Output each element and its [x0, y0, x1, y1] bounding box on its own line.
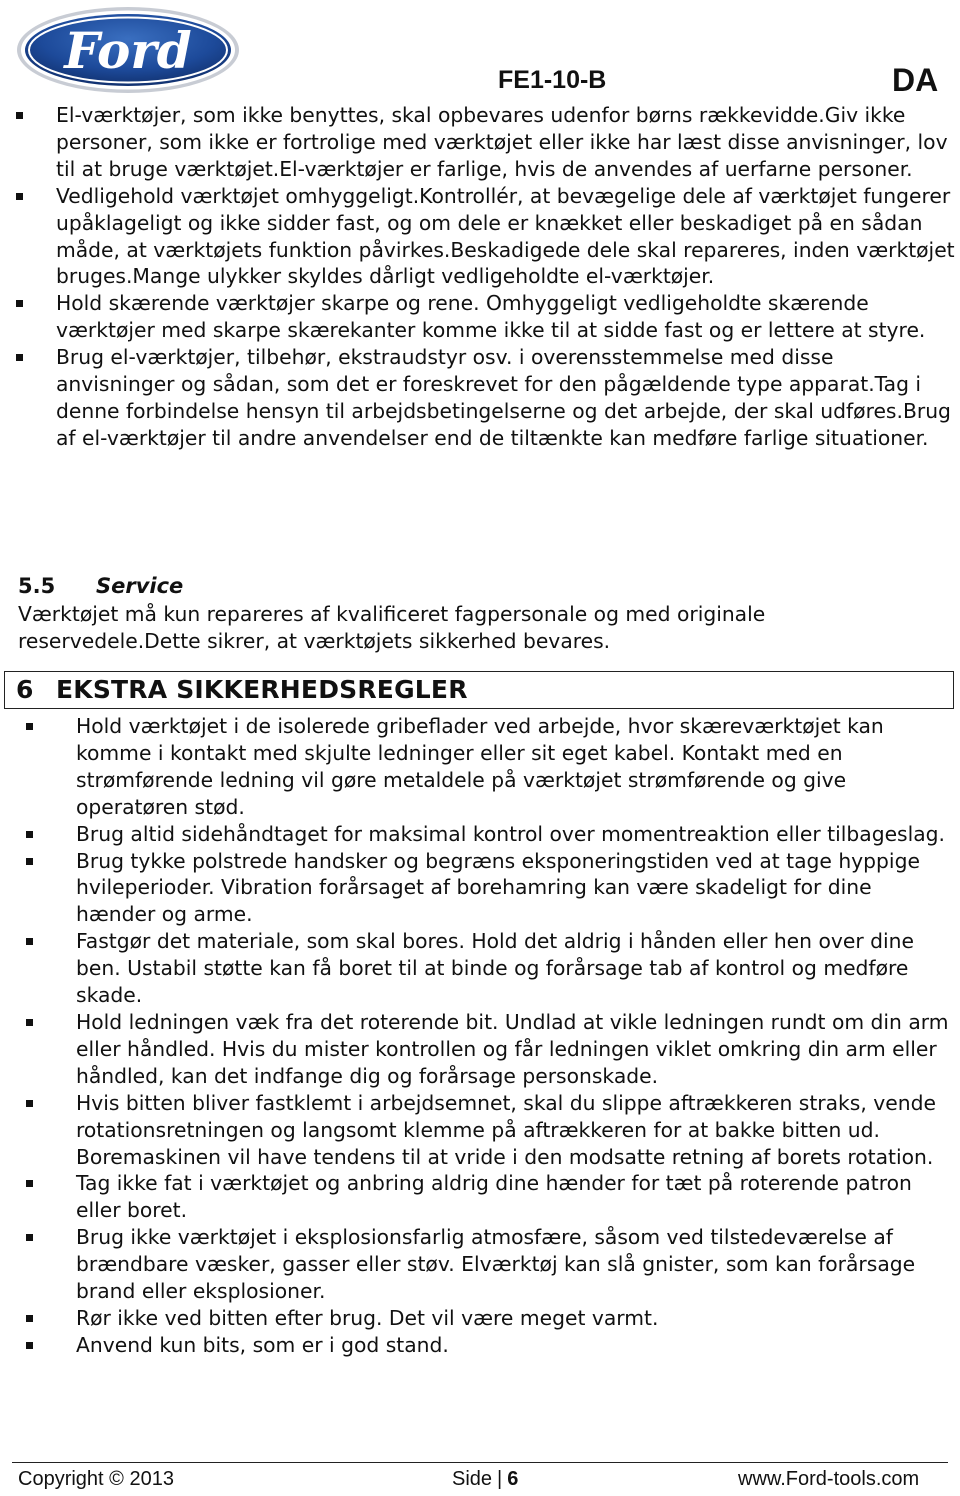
page-label: Side [452, 1468, 493, 1490]
page-separator: | [497, 1468, 503, 1490]
safety-list-continued [56, 102, 956, 452]
section-number: 6 [16, 675, 34, 704]
ford-logo [14, 4, 242, 96]
service-title: Service [96, 574, 184, 598]
list-item: Vedligehold værktøjet omhyggeligt.Kontrollér, at bevægelige dele af værktøjet fungerer upåklageligt og ikke sidder fast, og om dele er knækket eller beskadiget på en sådan måde, at værktøjets funktion påvirkes.Beskadigede dele skal repareres, inden værktøjet bruges.Mange ulykker skyldes dårligt vedligeholdte el-værktøjer. [56, 183, 955, 289]
service-text: Værktøjet må kun repareres af kvalificeret fagpersonale og med originale reservedele.Dette sikrer, at værktøjets sikkerhed bevares. [18, 602, 766, 653]
language-code: DA [892, 62, 939, 98]
list-item: Brug el-værktøjer, tilbehør, ekstraudstyr osv. i overensstemmelse med disse anvisninger og sådan, som det er foreskrevet for den pågældende type apparat.Tag i denne forbindelse hensyn til arbejdsbetingelserne og det arbejde, der skal udføres.Brug af el-værktøjer til andre anvendelser end de tiltænkte kan medføre farlige situationer. [56, 344, 956, 452]
svg-text:Ford: Ford [64, 21, 192, 80]
list-item: Hold ledningen væk fra det roterende bit. Undlad at vikle ledningen rundt om din arm eller håndled. Hvis du mister kontrollen og får ledningen viklet omkring din arm eller håndled, kan det indfange dig og forårsage personskade. [76, 1009, 956, 1090]
extra-safety-list [76, 713, 956, 1359]
list-item: Rør ikke ved bitten efter brug. Det vil være meget varmt. [76, 1305, 956, 1332]
list-item: Anvend kun bits, som er i god stand. [76, 1332, 956, 1359]
page-number: 6 [507, 1468, 519, 1490]
section-heading [16, 675, 468, 704]
footer-website: www.Ford-tools.com [738, 1468, 920, 1490]
list-item: Hvis bitten bliver fastklemt i arbejdsemnet, skal du slippe aftrækkeren straks, vende rotationsretningen og langsomt klemme på aftrækkeren for at bakke bitten ud. Boremaskinen vil have tendens til at vride i den modsatte retning af borets rotation. [76, 1090, 956, 1171]
section-title: EKSTRA SIKKERHEDSREGLER [56, 675, 468, 704]
list-item: Fastgør det materiale, som skal bores. Hold det aldrig i hånden eller hen over dine ben. Ustabil støtte kan få boret til at binde og forårsage tab af kontrol og medføre skade. [76, 928, 956, 1009]
service-number: 5.5 [18, 574, 56, 598]
list-item: El-værktøjer, som ikke benyttes, skal opbevares udenfor børns rækkevidde.Giv ikke personer, som ikke er fortrolige med værktøjet eller ikke har læst disse anvisninger, lov til at bruge værktøjet.El-værktøjer er farlige, hvis de anvendes af uerfarne personer. [56, 102, 956, 183]
list-item: Brug ikke værktøjet i eksplosionsfarlig atmosfære, såsom ved tilstedeværelse af brændbare væsker, gasser eller støv. Elværktøj kan slå gnister, som kan forårsage brand eller eksplosioner. [76, 1224, 956, 1305]
footer-copyright: Copyright © 2013 [18, 1468, 174, 1490]
list-item: Brug tykke polstrede handsker og begræns eksponeringstiden ved at tage hyppige hvileperioder. Vibration forårsaget af borehamring kan være skadeligt for dine hænder og arme. [76, 848, 956, 929]
document-id: FE1-10-B [498, 66, 607, 94]
footer-page [452, 1468, 518, 1491]
list-item: Hold værktøjet i de isolerede gribeflader ved arbejde, hvor skæreværktøjet kan komme i kontakt med skjulte ledninger eller sit eget kabel. Kontakt med en strømførende ledning vil gøre metaldele på værktøjet strømførende og give operatøren stød. [76, 713, 956, 821]
footer-divider [12, 1462, 948, 1463]
list-item: Hold skærende værktøjer skarpe og rene. Omhyggeligt vedligeholdte skærende værktøjer med skarpe skærekanter komme ikke til at sidde fast og er lettere at styre. [56, 290, 956, 344]
service-heading [18, 574, 183, 598]
list-item: Brug altid sidehåndtaget for maksimal kontrol over momentreaktion eller tilbageslag. [76, 821, 956, 848]
list-item: Tag ikke fat i værktøjet og anbring aldrig dine hænder for tæt på roterende patron eller boret. [76, 1170, 956, 1224]
